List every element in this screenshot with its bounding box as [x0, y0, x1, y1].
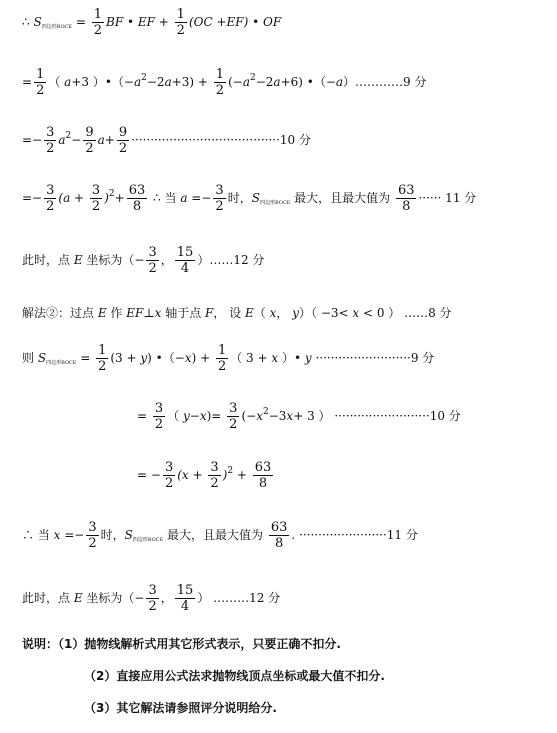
math-text: (3 +: [110, 350, 141, 365]
numerator: 3: [46, 182, 55, 198]
math-text: y: [182, 408, 190, 423]
fraction: [175, 246, 196, 275]
fraction: [227, 402, 239, 431]
math-text: OF: [263, 14, 282, 29]
math-text: =: [22, 74, 33, 89]
fraction: [44, 184, 56, 213]
math-text: a: [164, 74, 172, 89]
numerator: 3: [229, 400, 238, 416]
numerator: 3: [88, 519, 97, 535]
denominator: 2: [215, 198, 224, 214]
fraction: [175, 584, 196, 613]
fraction: [216, 344, 228, 373]
math-text: ） ………12 分: [197, 590, 281, 605]
fraction: [86, 521, 98, 550]
math-text: x: [271, 350, 279, 365]
line-6-method-2: [22, 307, 452, 319]
math-text: （: [48, 74, 65, 89]
math-text: 坐标为（−: [82, 252, 145, 267]
math-text: 解法②：过点: [22, 306, 98, 320]
line-3-expanded: [22, 126, 311, 155]
math-text: ) +: [191, 350, 214, 365]
denominator: 2: [36, 82, 45, 98]
math-text: EF: [126, 306, 144, 320]
math-text: ): [222, 467, 228, 482]
denominator: 4: [175, 260, 196, 275]
math-text: ): [104, 190, 109, 205]
math-text: x: [154, 306, 162, 320]
fraction: [146, 584, 158, 613]
math-text: =: [76, 350, 95, 365]
fraction: [175, 8, 187, 37]
numerator: 63: [254, 459, 272, 475]
exponent: 2: [108, 188, 115, 199]
subscript: 四边形BOCE: [259, 199, 291, 206]
math-text: =: [72, 14, 90, 29]
subscript: 四边形BOCE: [46, 359, 77, 366]
line-5-point-e: [22, 246, 264, 275]
math-text: ·························9 分: [311, 350, 435, 365]
numerator: 3: [46, 124, 55, 140]
denominator: 2: [93, 22, 102, 38]
fraction: [117, 126, 129, 155]
math-text: y: [304, 350, 312, 365]
fraction: [44, 126, 56, 155]
math-text: •: [248, 14, 263, 29]
denominator: 2: [176, 22, 185, 38]
math-text: x: [286, 408, 294, 423]
line-2-substitution: [22, 68, 427, 97]
math-text: +3) +: [171, 74, 212, 89]
line-10-max-x: [22, 521, 418, 550]
denominator: 2: [148, 598, 157, 614]
line-4-vertex-form: [22, 184, 476, 213]
math-text: =−: [22, 190, 43, 205]
math-text: ) •（−: [147, 350, 185, 365]
math-text: x: [184, 350, 192, 365]
math-text: 时，: [100, 527, 125, 542]
math-text: +: [70, 190, 88, 205]
denominator: 2: [98, 358, 107, 374]
numerator: 1: [36, 66, 45, 82]
note-3: （3）其它解法请参照评分说明给分.: [84, 701, 277, 715]
math-text: ⊥: [143, 306, 155, 320]
math-text: x: [256, 408, 263, 423]
numerator: 3: [210, 459, 219, 475]
exponent: 2: [227, 465, 234, 476]
math-text: S: [124, 527, 133, 542]
math-text: −: [189, 408, 200, 423]
numerator: 9: [118, 124, 128, 140]
math-text: +3 ）•（−: [71, 74, 134, 89]
fraction: [213, 184, 225, 213]
math-text: −: [71, 132, 82, 147]
math-text: 最大，且最大值为: [163, 527, 267, 542]
math-text: x: [269, 306, 277, 320]
fraction: [153, 402, 165, 431]
math-text: a: [180, 190, 188, 205]
math-text: ∴ 当: [22, 527, 54, 542]
math-text: S: [251, 190, 260, 205]
math-text: +: [114, 190, 125, 205]
fraction: [396, 184, 417, 213]
math-text: ，: [276, 306, 293, 320]
math-text: )=: [206, 408, 226, 423]
subscript: 四边形BOCE: [132, 536, 164, 543]
denominator: 2: [154, 416, 164, 432]
numerator: 9: [85, 124, 94, 140]
math-text: F: [205, 306, 214, 320]
math-text: + 3 ） ·························10 分: [293, 408, 461, 423]
math-text: y: [292, 306, 299, 320]
fraction: [269, 521, 290, 550]
math-text: ）…………9 分: [343, 74, 427, 89]
math-text: 最大，且最大值为: [290, 190, 394, 205]
math-text: +: [188, 467, 207, 482]
numerator: 1: [176, 6, 185, 22]
math-text: x: [53, 527, 61, 542]
math-text: (x: [177, 467, 189, 482]
math-text: （: [167, 408, 183, 423]
math-text: （: [253, 306, 270, 320]
denominator: 8: [269, 535, 290, 550]
math-text: +: [154, 14, 173, 29]
fraction: [208, 461, 220, 490]
denominator: 8: [396, 198, 417, 213]
fraction: [163, 461, 175, 490]
math-text: E: [73, 252, 83, 267]
numerator: 63: [128, 182, 146, 198]
denominator: 2: [91, 198, 101, 214]
math-text: S: [37, 350, 47, 365]
math-text: ∴: [22, 14, 34, 29]
math-text: 此时，点: [22, 252, 74, 267]
numerator: 1: [93, 6, 102, 22]
denominator: 2: [46, 198, 55, 214]
denominator: 2: [85, 140, 94, 156]
math-text: ，: [160, 590, 173, 605]
exponent: 2: [249, 72, 256, 83]
numerator: 1: [215, 66, 225, 82]
math-text: BF: [106, 14, 124, 29]
numerator: 3: [215, 182, 224, 198]
denominator: 2: [210, 475, 219, 491]
math-text: −3: [268, 408, 287, 423]
denominator: 2: [164, 475, 174, 491]
math-text: −2: [255, 74, 274, 89]
math-text: a: [64, 74, 72, 89]
denominator: 2: [229, 416, 238, 432]
math-text: (OC +EF): [188, 14, 249, 29]
math-text: E: [97, 306, 107, 320]
numerator: 3: [148, 244, 157, 260]
note-2: （2）直接应用公式法求抛物线顶点坐标或最大值不扣分.: [84, 669, 385, 683]
line-8-simplified: [137, 402, 461, 431]
denominator: 8: [127, 198, 148, 213]
numerator: 3: [148, 582, 157, 598]
numerator: 3: [154, 400, 164, 416]
line-7-area-xy: [22, 344, 434, 373]
fraction: [253, 461, 274, 490]
numerator: 1: [217, 342, 227, 358]
line-9-vertex-x: [137, 461, 275, 490]
math-text: a: [97, 132, 105, 147]
numerator: 3: [91, 182, 101, 198]
math-text: a: [58, 132, 66, 147]
math-text: 轴于点: [161, 306, 206, 320]
denominator: 2: [46, 140, 55, 156]
fraction: [96, 344, 108, 373]
numerator: 15: [176, 244, 194, 260]
denominator: 2: [88, 535, 97, 551]
fraction: [127, 184, 148, 213]
math-text: E: [73, 590, 83, 605]
fraction: [92, 8, 104, 37]
math-text: 时，: [227, 190, 252, 205]
fraction: [83, 126, 95, 155]
exponent: 2: [141, 72, 147, 83]
denominator: 4: [175, 598, 196, 613]
math-text: ∴ 当: [149, 190, 181, 205]
denominator: 2: [118, 140, 128, 156]
numerator: 15: [176, 582, 194, 598]
math-text: ）……12 分: [197, 252, 265, 267]
math-text: ，: [160, 252, 173, 267]
math-text: 作: [106, 306, 127, 320]
math-text: (−: [228, 74, 243, 89]
math-text: −2: [146, 74, 165, 89]
denominator: 2: [148, 260, 157, 276]
math-text: = −: [137, 467, 161, 482]
math-text: (a: [58, 190, 71, 205]
math-text: +: [104, 132, 115, 147]
math-text: 此时，点: [22, 590, 74, 605]
math-text: •: [123, 14, 138, 29]
fraction: [90, 184, 102, 213]
math-text: 则: [22, 350, 38, 365]
math-text: =−: [22, 132, 43, 147]
numerator: 3: [164, 459, 174, 475]
math-text: a: [133, 74, 142, 89]
math-text: +: [233, 467, 251, 482]
fraction: [146, 246, 158, 275]
math-text: ， 设: [213, 306, 246, 320]
denominator: 2: [215, 82, 225, 98]
math-text: （ 3 +: [230, 350, 272, 365]
numerator: 1: [98, 342, 107, 358]
math-text: =: [137, 408, 151, 423]
denominator: 8: [253, 475, 274, 490]
math-text: ）（ −3<: [299, 306, 353, 320]
exponent: 2: [262, 406, 269, 417]
math-text: a: [273, 74, 281, 89]
math-text: ······ 11 分: [418, 190, 477, 205]
denominator: 2: [217, 358, 227, 374]
math-text: EF: [137, 14, 155, 29]
subscript: 四边形BOCE: [41, 23, 73, 30]
math-text: +6) •（−: [280, 74, 336, 89]
math-text: y: [140, 350, 148, 365]
math-text: a: [242, 74, 250, 89]
math-text: x: [352, 306, 360, 320]
note-1: 说明：（1）抛物线解析式用其它形式表示，只要正确不扣分.: [22, 637, 341, 651]
numerator: 63: [397, 182, 415, 198]
math-text: . ·······················11 分: [291, 527, 418, 542]
line-1-area-formula: [22, 8, 281, 37]
math-text: < 0 ） ……8 分: [359, 306, 452, 320]
math-text: =−: [187, 190, 212, 205]
math-text: x: [199, 408, 207, 423]
math-text: E: [245, 306, 254, 320]
math-text: ）•: [278, 350, 305, 365]
math-text: =−: [60, 527, 85, 542]
math-text: a: [335, 74, 344, 89]
exponent: 2: [65, 130, 72, 141]
math-text: 坐标为（−: [82, 590, 145, 605]
fraction: [214, 68, 226, 97]
line-11-point-e: [22, 584, 280, 613]
numerator: 63: [270, 519, 288, 535]
math-text: (−: [241, 408, 257, 423]
fraction: [34, 68, 46, 97]
math-text: S: [33, 14, 42, 29]
math-text: ·······································10 分: [131, 132, 311, 147]
